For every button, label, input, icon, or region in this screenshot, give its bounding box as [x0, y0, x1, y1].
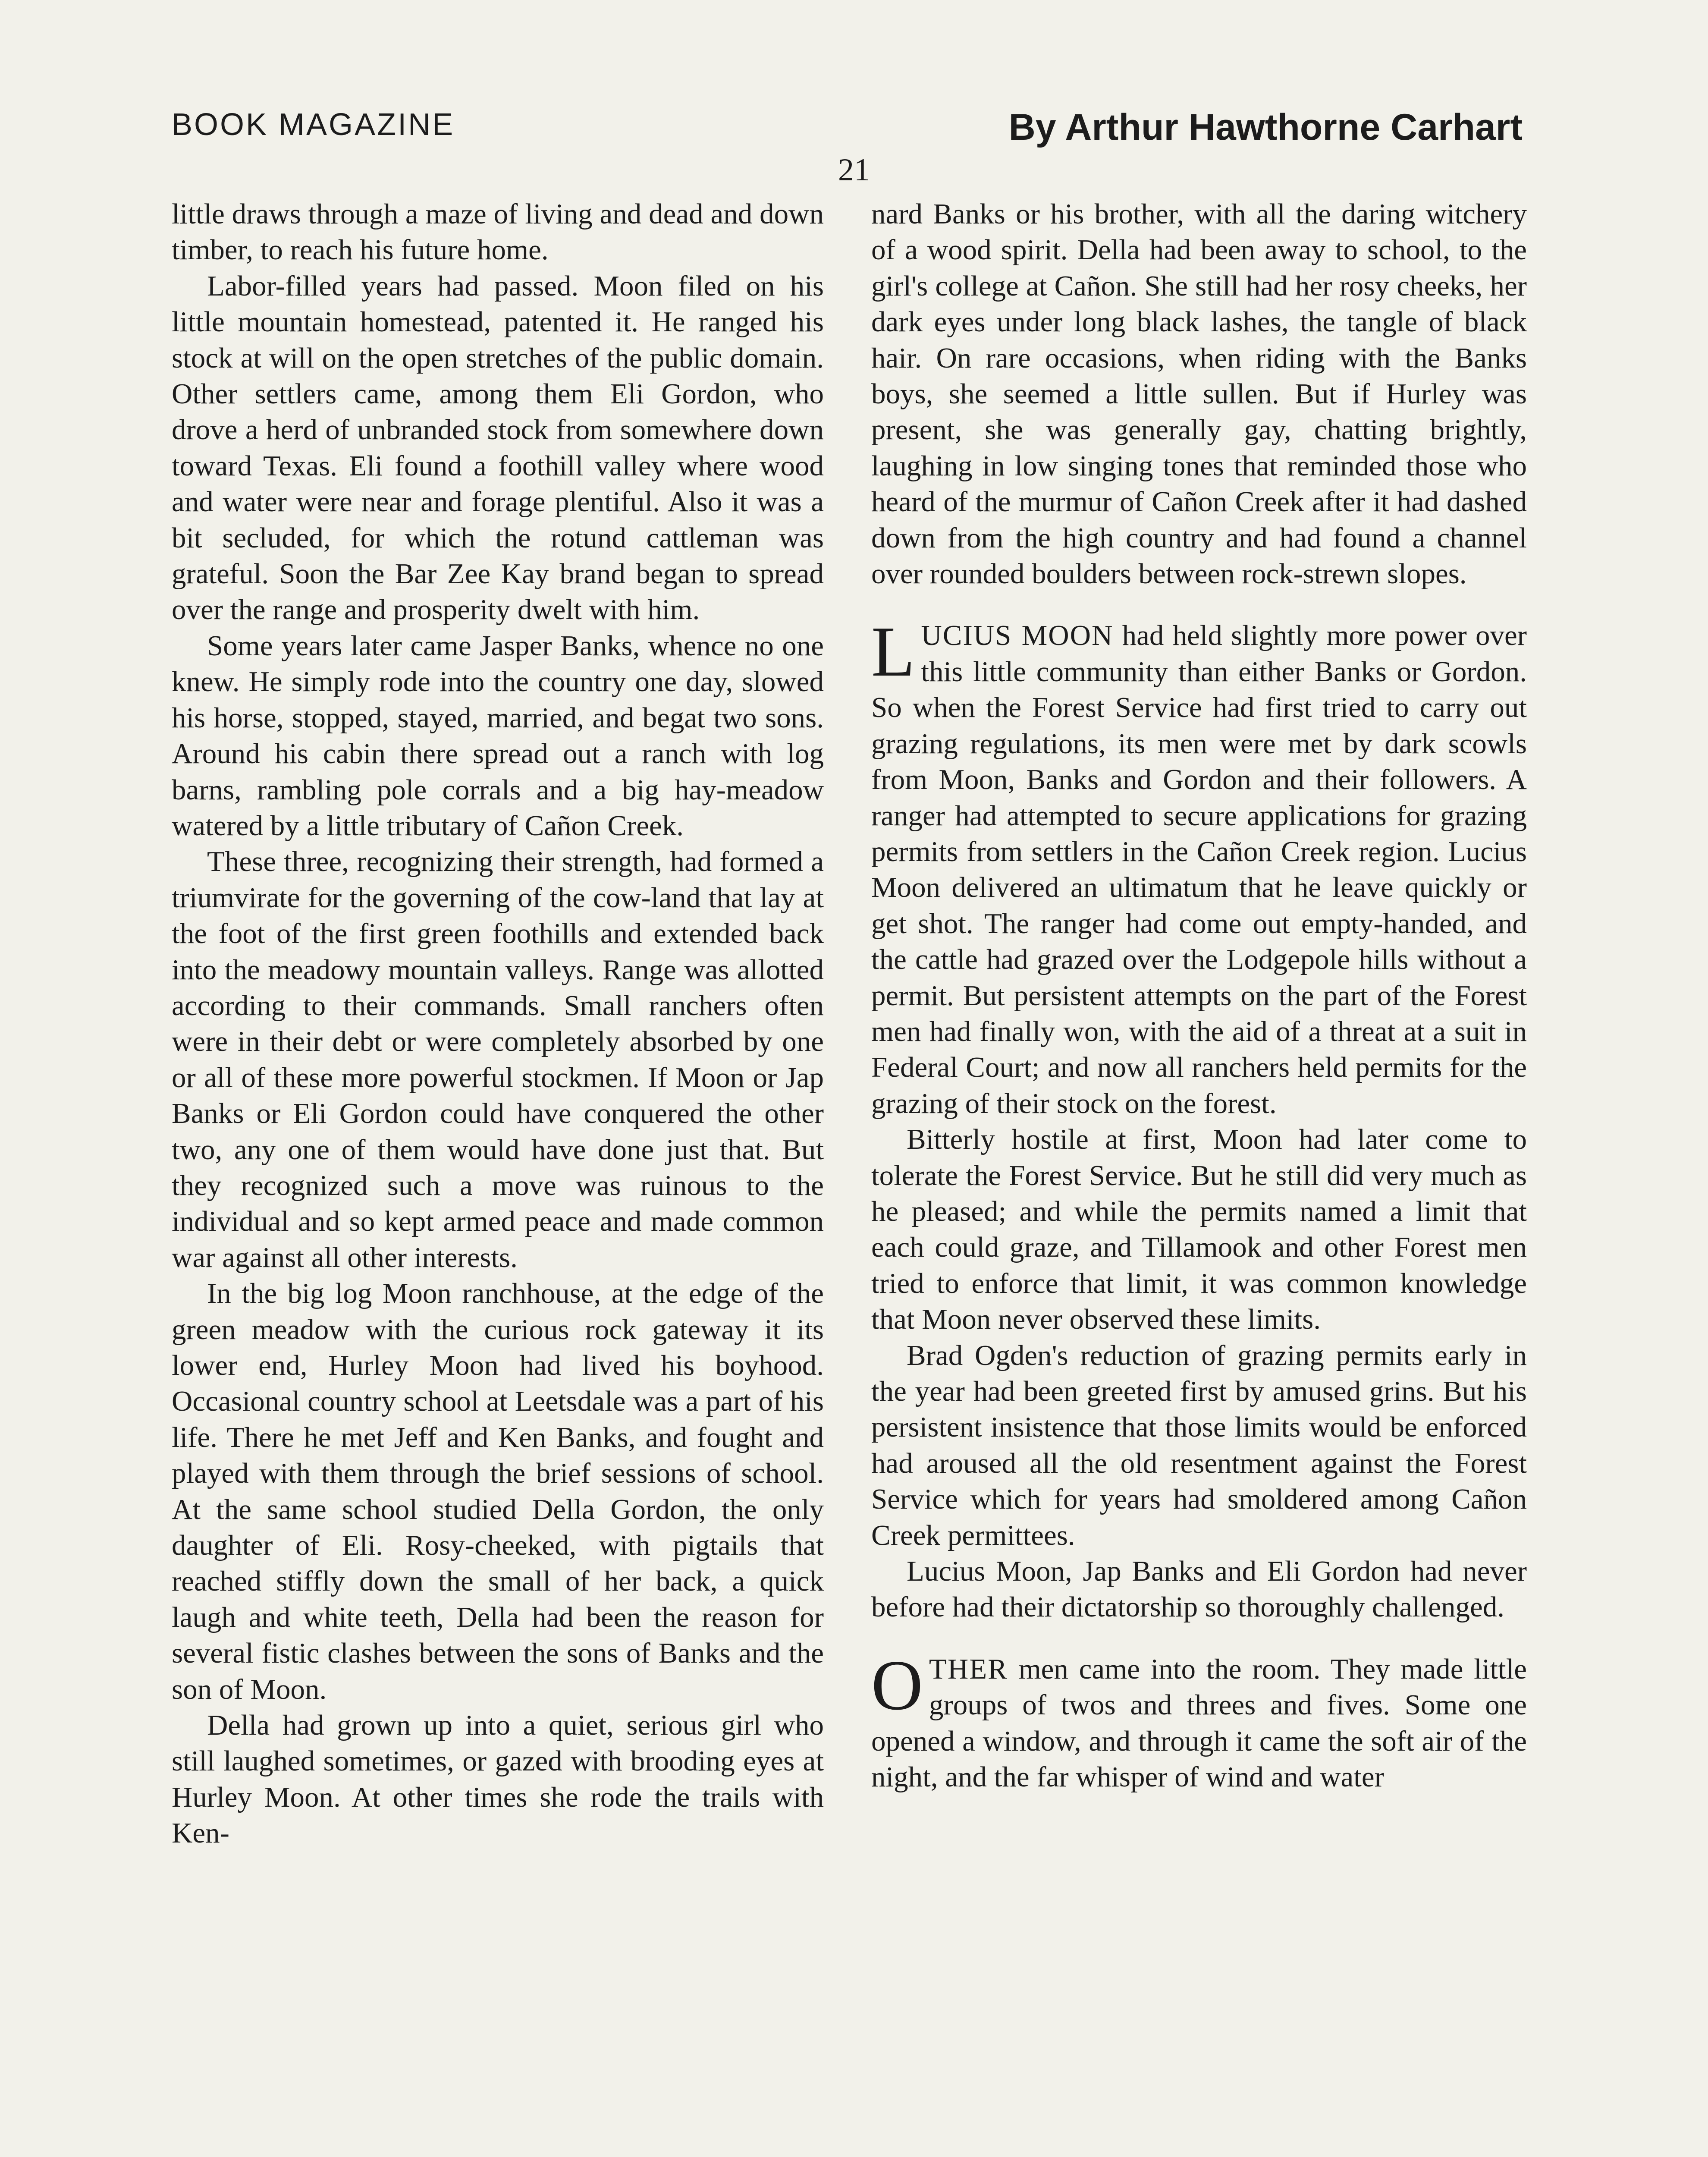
author-byline: By Arthur Hawthorne Carhart — [1008, 107, 1523, 148]
section-opening-paragraph — [871, 612, 1527, 1122]
drop-cap: O — [871, 1645, 923, 1725]
section-opening-paragraph — [871, 1645, 1527, 1795]
paragraph: nard Banks or his brother, with all the daring witchery of a wood spirit. Della had been away to school, to the girl's college at Cañon. She still had her rosy cheeks, her dark eyes under long black lashes, the tangle of black hair. On rare occasions, when riding with the Banks boys, she seemed a little sullen. But if Hurley was present, she was generally gay, chatting brightly, laughing in low singing tones that reminded those who heard of the murmur of Cañon Creek after it had dashed down from the high country and had found a channel over rounded boulders between rock-strewn slopes. — [871, 198, 1527, 590]
paragraph-text: had held slightly more power over this little community than either Banks or Gordon. So when the Forest Service had first tried to carry out grazing regulations, its men were met by dark scowls from Moon, Banks and Gordon and their followers. A ranger had attempted to secure applications for grazing permits from settlers in the Cañon Creek region. Lucius Moon delivered an ultimatum that he leave quickly or get shot. The ranger had come out empty-handed, and the cattle had grazed over the Lodgepole hills without a permit. But persistent attempts on the part of the Forest men had finally won, with the aid of a threat at a suit in Federal Court; and now all ranchers held permits for the grazing of their stock on the forest. — [871, 619, 1527, 1119]
paragraph: In the big log Moon ranchhouse, at the edge of the green meadow with the curious rock gateway it its lower end, Hurley Moon had lived his boyhood. Occasional country school at Leetsdale was a part of his life. There he met Jeff and Ken Banks, and fought and played with them through the brief sessions of school. At the same school studied Della Gordon, the only daughter of Eli. Rosy-cheeked, with pigtails that reached stiffly down the small of her back, a quick laugh and white teeth, Della had been the reason for several fistic clashes between the sons of Banks and the son of Moon. — [172, 1277, 824, 1705]
paragraph: Lucius Moon, Jap Banks and Eli Gordon had never before had their dictatorship so thoroughly challenged. — [871, 1555, 1527, 1623]
paragraph: These three, recognizing their strength, had formed a triumvirate for the governing of the cow-land that lay at the foot of the first green foothills and extended back into the meadowy mountain valleys. Range was allotted according to their commands. Small ranchers often were in their debt or were completely absorbed by one or all of these more powerful stockmen. If Moon or Jap Banks or Eli Gordon could have conquered the other two, any one of them would have done just that. But they recognized such a move was ruinous to the individual and so kept armed peace and made common war against all other interests. — [172, 846, 824, 1273]
right-column — [871, 196, 1527, 1795]
paragraph: Labor-filled years had passed. Moon filed on his little mountain homestead, patented it. He ranged his stock at will on the open stretches of the public domain. Other settlers came, among them Eli Gordon, who drove a herd of unbranded stock from somewhere down toward Texas. Eli found a foothill valley where wood and water were near and forage plentiful. Also it was a bit secluded, for which the rotund cattleman was grateful. Soon the Bar Zee Kay brand began to spread over the range and prosperity dwelt with him. — [172, 270, 824, 626]
paragraph: Della had grown up into a quiet, serious girl who still laughed sometimes, or gazed with brooding eyes at Hurley Moon. At other times she rode the trails with Ken- — [172, 1709, 824, 1849]
paragraph: Bitterly hostile at first, Moon had later come to tolerate the Forest Service. But he still did very much as he pleased; and while the permits named a limit that each could graze, and Tillamook and other Forest men tried to enforce that limit, it was common knowledge that Moon never observed these limits. — [871, 1123, 1527, 1336]
paragraph: Some years later came Jasper Banks, whence no one knew. He simply rode into the country one day, slowed his horse, stopped, stayed, married, and begat two sons. Around his cabin there spread out a ranch with log barns, rambling pole corrals and a big hay-meadow watered by a little tributary of Cañon Creek. — [172, 629, 824, 842]
paragraph: little draws through a maze of living and dead and down timber, to reach his future home. — [172, 198, 824, 266]
left-column — [172, 196, 824, 1852]
paragraph-text: men came into the room. They made little groups of twos and threes and fives. Some one opened a window, and through it came the soft air of the night, and the far whisper of wind and water — [871, 1653, 1527, 1793]
magazine-title: BOOK MAGAZINE — [172, 107, 455, 142]
drop-cap: L — [871, 612, 915, 692]
lead-in-words: THER — [929, 1653, 1008, 1685]
lead-in-words: UCIUS MOON — [921, 619, 1114, 652]
page-number: 21 — [838, 152, 870, 188]
paragraph: Brad Ogden's reduction of grazing permits early in the year had been greeted first by amused grins. But his persistent insistence that those limits would be enforced had aroused all the old resentment against the Forest Service which for years had smoldered among Cañon Creek permittees. — [871, 1339, 1527, 1551]
